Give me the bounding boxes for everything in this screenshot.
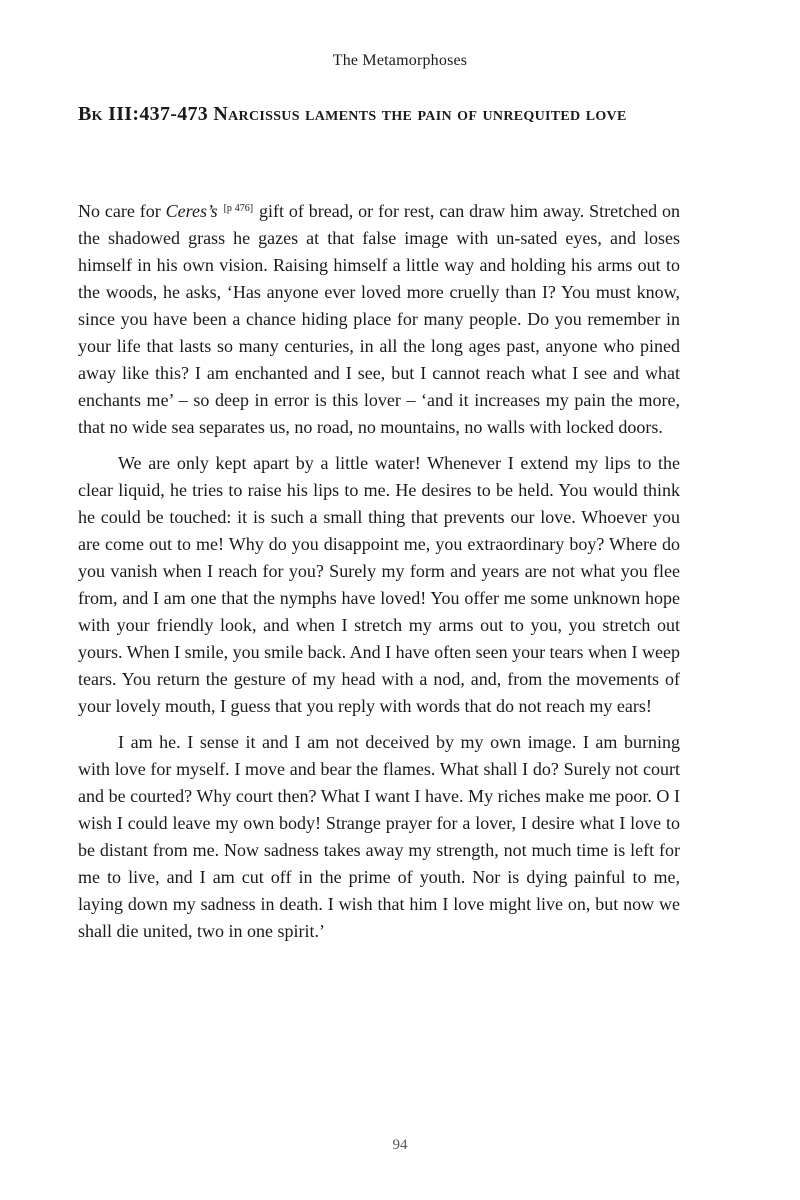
body-text [78, 195, 680, 954]
paragraph-1 [78, 195, 680, 441]
chapter-heading: Bk III:437-473 Narcissus laments the pain of unrequited love [78, 103, 627, 125]
running-header: The Metamorphoses [332, 52, 468, 69]
paragraph-3: I am he. I sense it and I am not deceived by my own image. I am burning with love for myself. I move and bear the flames. What shall I do? Surely not court and be courted? Why court then? What I want I have. My riches make me poor. O I wish I could leave my own body! Strange prayer for a lover, I desire what I love to be distant from me. Now sadness takes away my strength, not much time is left for me to live, and I am cut off in the prime of youth. Nor is dying painful to me, laying down my sadness in death. I wish that him I love might live on, but now we shall die united, two in one spirit.’ [78, 732, 680, 941]
ceres-name: Ceres’s [165, 201, 218, 221]
paragraph-2: We are only kept apart by a little water! Whenever I extend my lips to the clear liquid, he tries to raise his lips to me. He desires to be held. You would think he could be touched: it is such a small thing that prevents our love. Whoever you are come out to me! Why do you disappoint me, you extraordinary boy? Where do you vanish when I reach for you? Surely my form and years are not what you flee from, and I am one that the nymphs have loved! You offer me some unknown hope with your friendly look, and when I stretch my arms out to you, you stretch out yours. When I smile, you smile back. And I have often seen your tears when I weep tears. You return the gesture of my head with a nod, and, from the movements of your lovely mouth, I guess that you reply with words that do not reach my ears! [78, 453, 680, 716]
paragraph-1-lead: No care for [78, 201, 166, 221]
paragraph-1-rest: gift of bread, or for rest, can draw him away. Stretched on the shadowed grass he gazes at that false image with un-sated eyes, and loses himself in his own vision. Raising himself a little way and holding his arms out to the woods, he asks, ‘Has anyone ever loved more cruelly than I? You must know, since you have been a chance hiding place for many people. Do you remember in your life that lasts so many centuries, in all the long ages past, anyone who pined away like this? I am enchanted and I see, but I cannot reach what I see and what enchants me’ – so deep in error is this lover – ‘and it increases my pain the more, that no wide sea separates us, no road, no mountains, no walls with locked doors. [78, 201, 681, 437]
page-reference: [p 476] [223, 203, 254, 214]
page-number: 94 [392, 1137, 408, 1153]
